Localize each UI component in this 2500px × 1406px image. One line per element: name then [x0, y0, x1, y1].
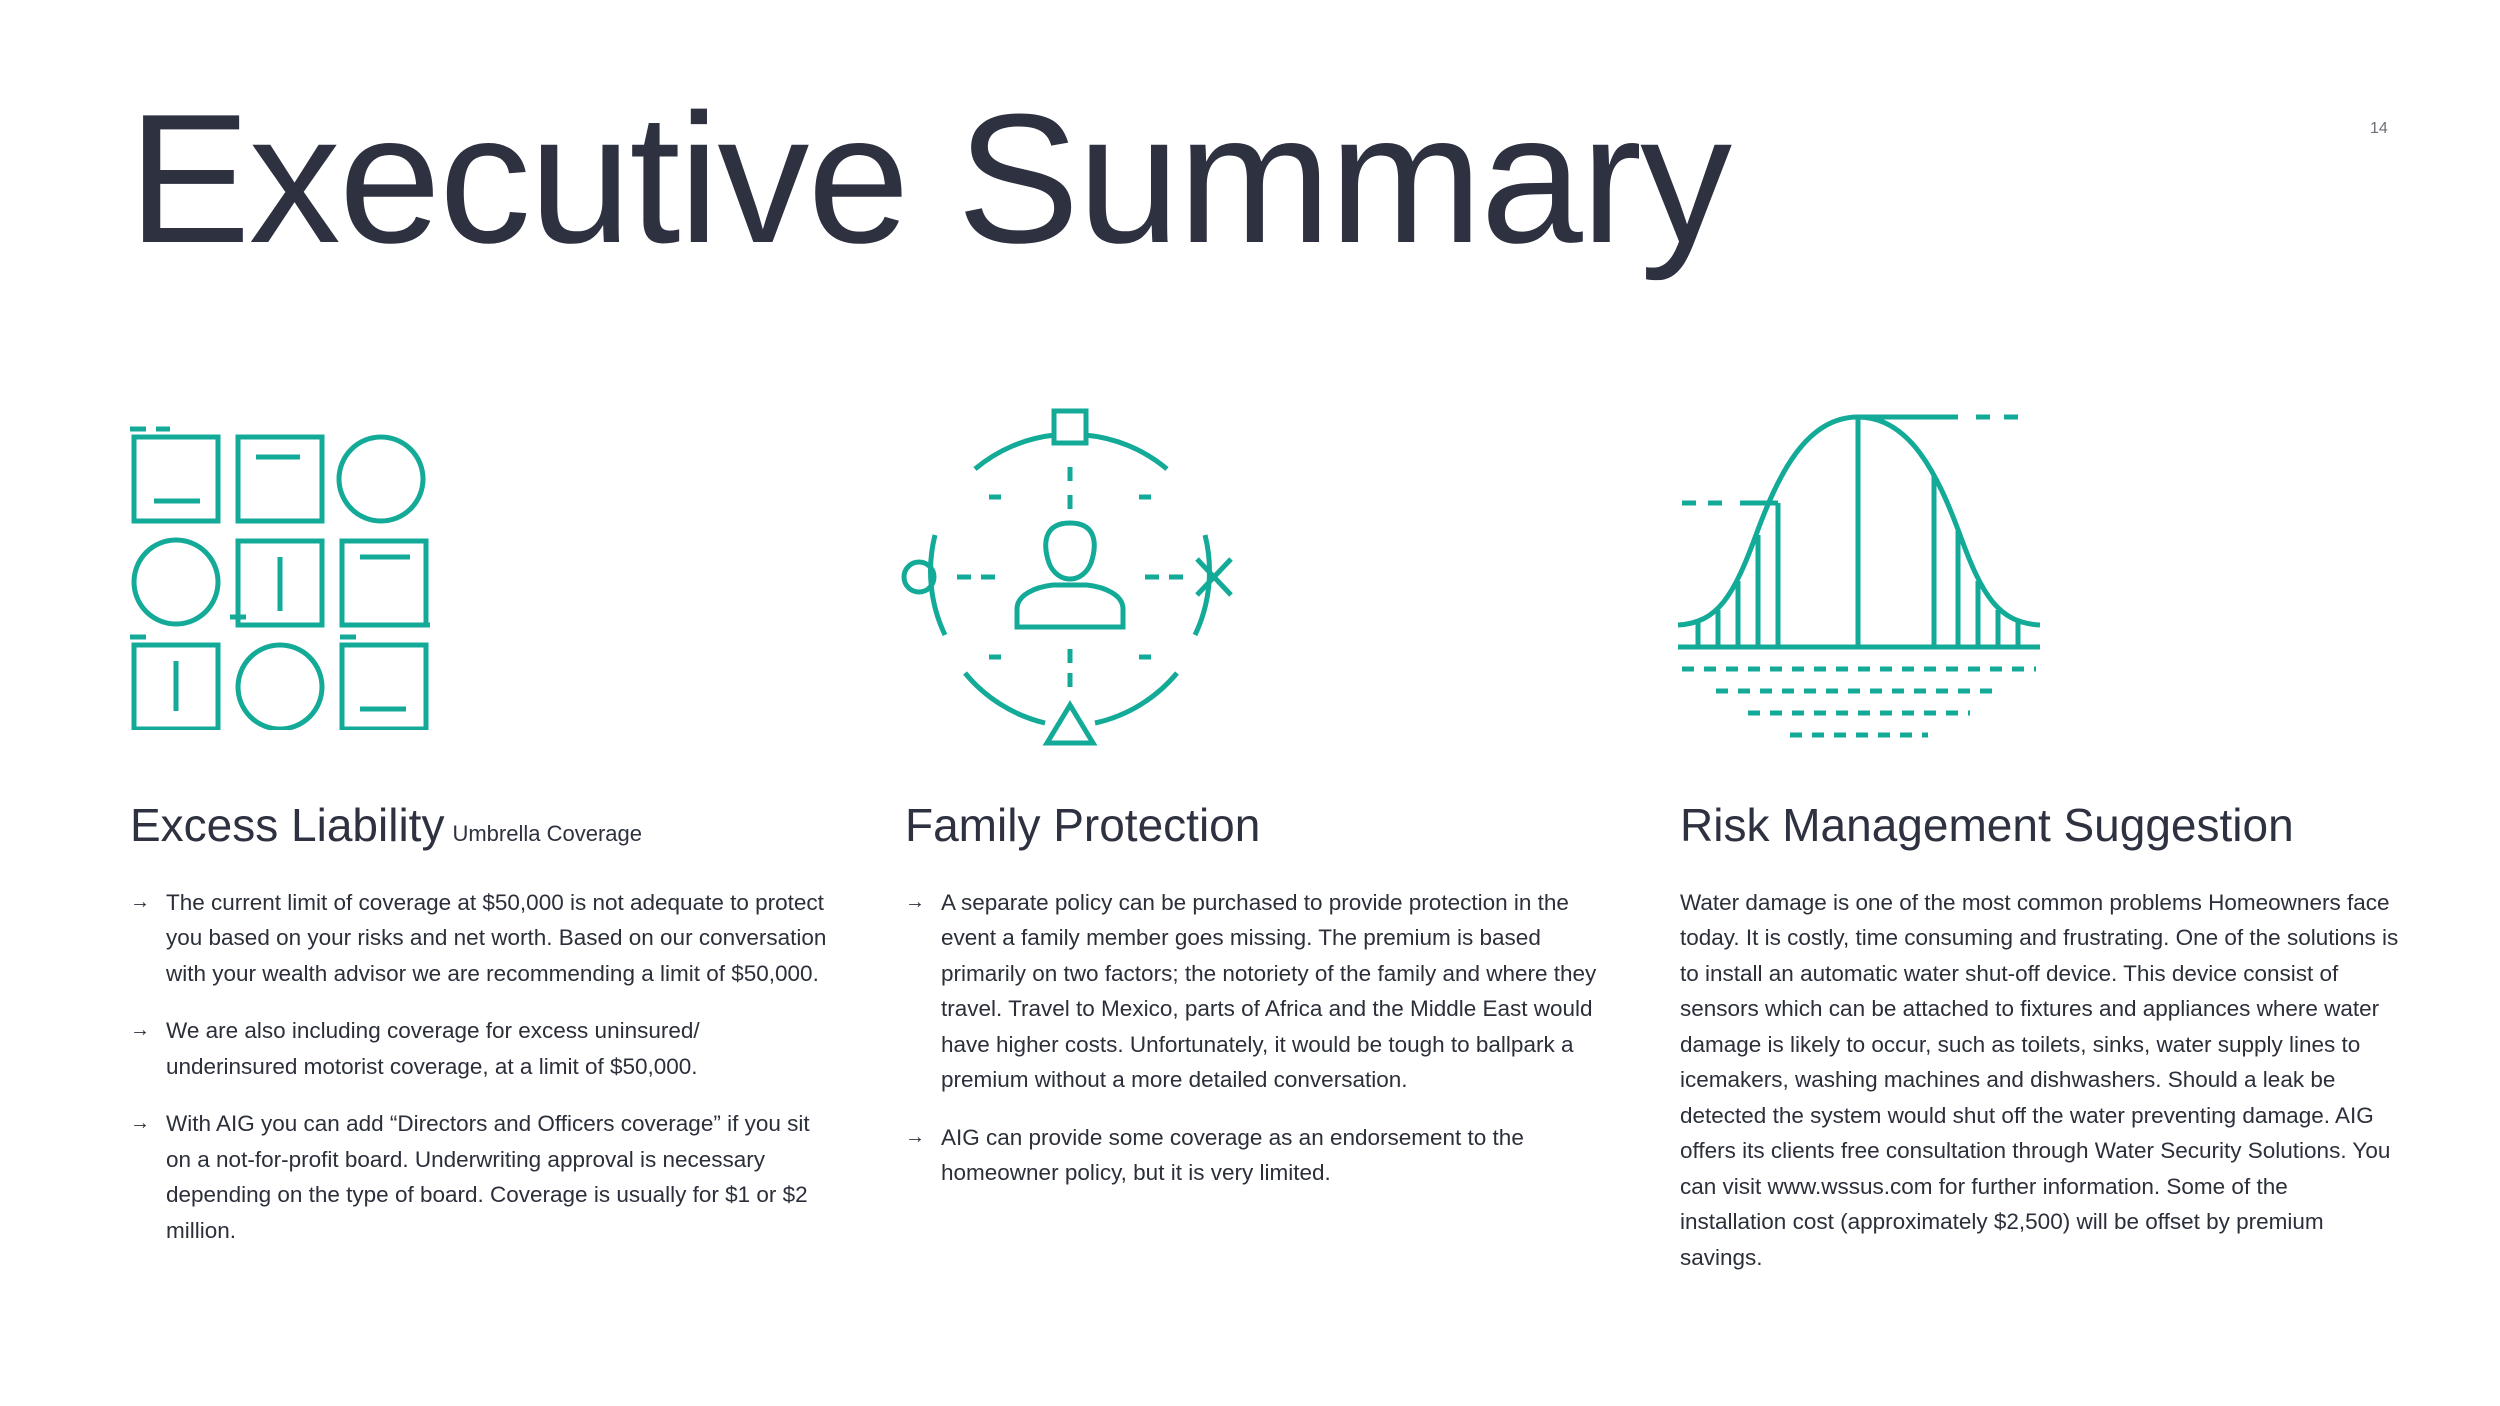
bell-curve-icon: [1678, 405, 2040, 745]
risk-management-section: [1680, 800, 2400, 1275]
list-item: → AIG can provide some coverage as an endorsement to the homeowner policy, but it is very limited.: [905, 1120, 1617, 1191]
list-item: → A separate policy can be purchased to provide protection in the event a family member goes missing. The premium is based primarily on two factors; the notoriety of the family and where they travel. Travel to Mexico, parts of Africa and the Middle East would have higher costs. Unfortunately, it would be tough to ballpark a premium without a more detailed conversation.: [905, 885, 1617, 1098]
arrow-right-icon: →: [905, 890, 925, 913]
list-item: → The current limit of coverage at $50,000 is not adequate to protect you based on your risks and net worth. Based on our conversation with your wealth advisor we are recommending a limit of $50,000.: [130, 885, 830, 992]
family-protection-section: [905, 800, 1617, 1213]
list-item: → With AIG you can add “Directors and Officers coverage” if you sit on a not-for-profit board. Underwriting approval is necessary depending on the type of board. Coverage is usually for $1 or $2 million.: [130, 1106, 830, 1248]
arrow-right-icon: →: [905, 1125, 925, 1148]
arrow-right-icon: →: [130, 1019, 150, 1042]
person-target-icon: [895, 405, 1245, 750]
family-protection-list: [905, 885, 1617, 1191]
arrow-right-icon: →: [130, 1112, 150, 1135]
page-number: 14: [2370, 120, 2388, 137]
page-title: Executive Summary: [128, 75, 1731, 281]
family-protection-heading: Family Protection: [905, 799, 1261, 851]
excess-liability-list: [130, 885, 830, 1249]
excess-liability-heading: Excess Liability Umbrella Coverage: [130, 799, 642, 851]
umbrella-coverage-subheading: Umbrella Coverage: [452, 821, 642, 846]
risk-management-heading: Risk Management Suggestion: [1680, 799, 2294, 851]
arrow-right-icon: →: [130, 890, 150, 913]
list-item: → We are also including coverage for excess uninsured/ underinsured motorist coverage, at a limit of $50,000.: [130, 1013, 830, 1084]
excess-liability-section: [130, 800, 830, 1270]
shapes-grid-icon: [130, 425, 430, 730]
risk-management-body: Water damage is one of the most common problems Homeowners face today. It is costly, time consuming and frustrating. One of the solutions is to install an automatic water shut-off device. This device consist of sensors which can be attached to fixtures and appliances where water damage is likely to occur, such as toilets, sinks, water supply lines to icemakers, washing machines and dishwashers. Should a leak be detected the system would shut off the water preventing damage. AIG offers its clients free consultation through Water Security Solutions. You can visit www.wssus.com for further information. Some of the installation cost (approximately $2,500) will be offset by premium savings.: [1680, 889, 2399, 1270]
